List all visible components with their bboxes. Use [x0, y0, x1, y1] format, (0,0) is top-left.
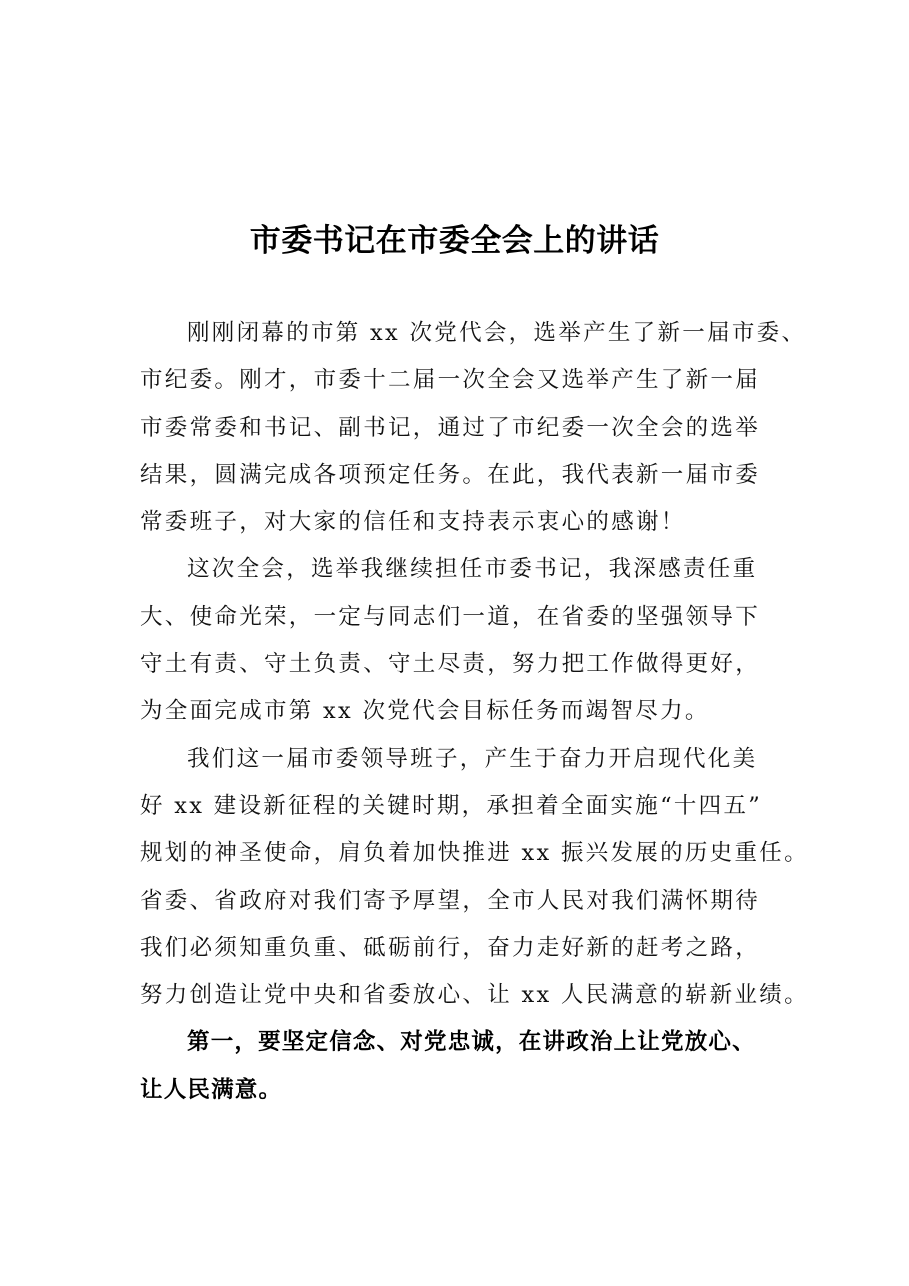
text-line: 常委班子，对大家的信任和支持表示衷心的感谢！: [140, 509, 686, 536]
text-line: 好 xx 建设新征程的关键时期，承担着全面实施“十四五”: [140, 792, 763, 819]
text-line: 省委、省政府对我们寄予厚望，全市人民对我们满怀期待: [140, 887, 761, 914]
text-line: 刚刚闭幕的市第 xx 次党代会，选举产生了新一届市委、: [187, 320, 807, 346]
paragraph-opening: [140, 310, 807, 546]
text-line: 这次全会，选举我继续担任市委书记，我深感责任重: [187, 556, 758, 583]
text-line: 为全面完成市第 xx 次党代会目标任务而竭智尽力。: [140, 698, 710, 725]
text-line: 我们这一届市委领导班子，产生于奋力开启现代化美: [187, 745, 758, 772]
heading-line: 第一，要坚定信念、对党忠诚，在讲政治上让党放心、: [187, 1029, 756, 1056]
text-line: 市纪委。刚才，市委十二届一次全会又选举产生了新一届: [140, 367, 761, 394]
text-line: 大、使命光荣，一定与同志们一道，在省委的坚强领导下: [140, 603, 761, 630]
text-line: 规划的神圣使命，肩负着加快推进 xx 振兴发展的历史重任。: [140, 840, 809, 867]
document-body: [140, 310, 809, 1114]
text-line: 努力创造让党中央和省委放心、让 xx 人民满意的崭新业绩。: [140, 982, 809, 1009]
heading-line: 让人民满意。: [140, 1076, 283, 1103]
text-line: 守土有责、守土负责、守土尽责，努力把工作做得更好，: [140, 651, 761, 678]
paragraph-election: [140, 546, 800, 735]
text-line: 市委常委和书记、副书记，通过了市纪委一次全会的选举: [140, 414, 761, 441]
text-line: 结果，圆满完成各项预定任务。在此，我代表新一届市委: [140, 461, 761, 488]
paragraph-mission: [140, 736, 809, 1020]
document-title: 市委书记在市委全会上的讲话: [249, 223, 660, 259]
text-line: 我们必须知重负重、砥砺前行，奋力走好新的赶考之路，: [140, 934, 761, 961]
section-heading-first: [140, 1019, 800, 1114]
